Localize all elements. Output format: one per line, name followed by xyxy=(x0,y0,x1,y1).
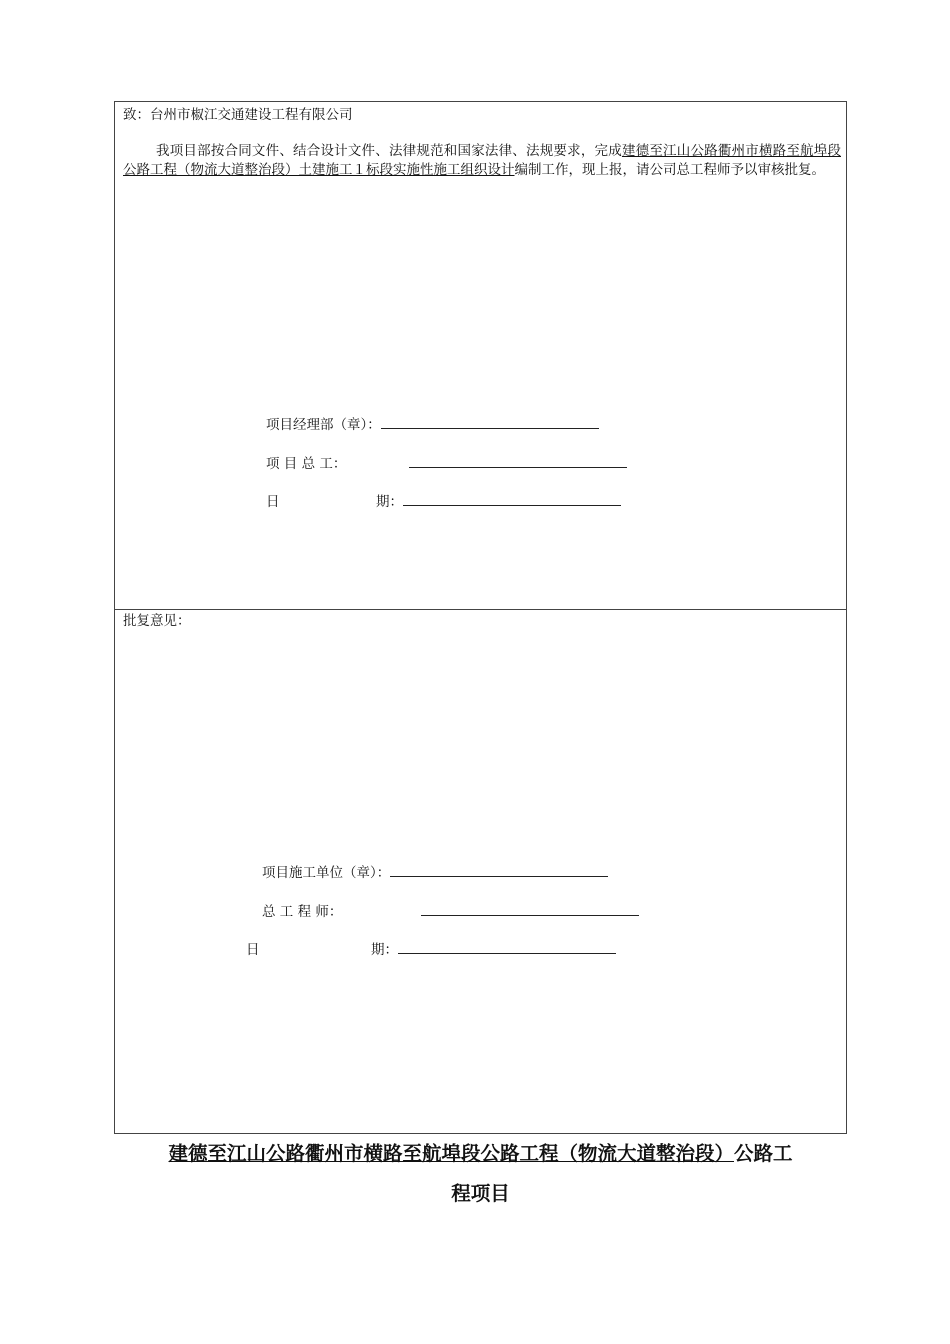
footer-title-rest: 公路工 xyxy=(734,1142,793,1165)
chief-engineer-signature-row xyxy=(266,452,627,474)
approval-date-line[interactable] xyxy=(398,938,616,954)
construction-unit-signature-row xyxy=(262,861,608,883)
addressee-line: 致：台州市椒江交通建设工程有限公司 xyxy=(123,107,353,123)
general-engineer-signature-line[interactable] xyxy=(421,900,639,916)
chief-engineer-label: 项 目 总 工： xyxy=(266,456,347,472)
approval-date-label-period: 期： xyxy=(371,942,398,958)
project-dept-signature-row xyxy=(266,413,599,435)
submission-paragraph xyxy=(123,142,841,180)
submit-date-line[interactable] xyxy=(403,490,621,506)
project-dept-label: 项目经理部（章）： xyxy=(266,417,381,433)
approval-date-label-day: 日 xyxy=(246,942,260,958)
submit-date-label-day: 日 xyxy=(266,494,280,510)
footer-title-line-2: 程项目 xyxy=(451,1182,510,1205)
general-engineer-signature-row xyxy=(262,900,639,922)
body-prefix: 我项目部按合同文件、结合设计文件、法律规范和国家法律、法规要求，完成 xyxy=(156,143,622,159)
submit-date-label-period: 期： xyxy=(376,494,403,510)
approval-form-table xyxy=(114,101,847,1134)
footer-title-line-1 xyxy=(114,1137,847,1171)
construction-unit-label: 项目施工单位（章）： xyxy=(262,865,391,881)
submit-date-row xyxy=(266,490,621,512)
approval-date-row xyxy=(246,938,616,960)
body-suffix: 编制工作，现上报，请公司总工程师予以审核批复。 xyxy=(514,162,825,178)
footer-title-underlined: 建德至江山公路衢州市横路至航埠段公路工程（物流大道整治段） xyxy=(168,1142,734,1165)
construction-unit-signature-line[interactable] xyxy=(390,861,608,877)
project-name-underlined: 建德至江山公路衢州市横路至航埠段公路工程（物流大道整治段）土建施工１标段实施性施工组织设计 xyxy=(123,143,841,178)
chief-engineer-signature-line[interactable] xyxy=(409,452,627,468)
project-dept-signature-line[interactable] xyxy=(381,413,599,429)
approval-opinion-label: 批复意见： xyxy=(123,613,191,629)
general-engineer-label: 总 工 程 师： xyxy=(262,904,343,920)
section-divider xyxy=(115,609,846,610)
